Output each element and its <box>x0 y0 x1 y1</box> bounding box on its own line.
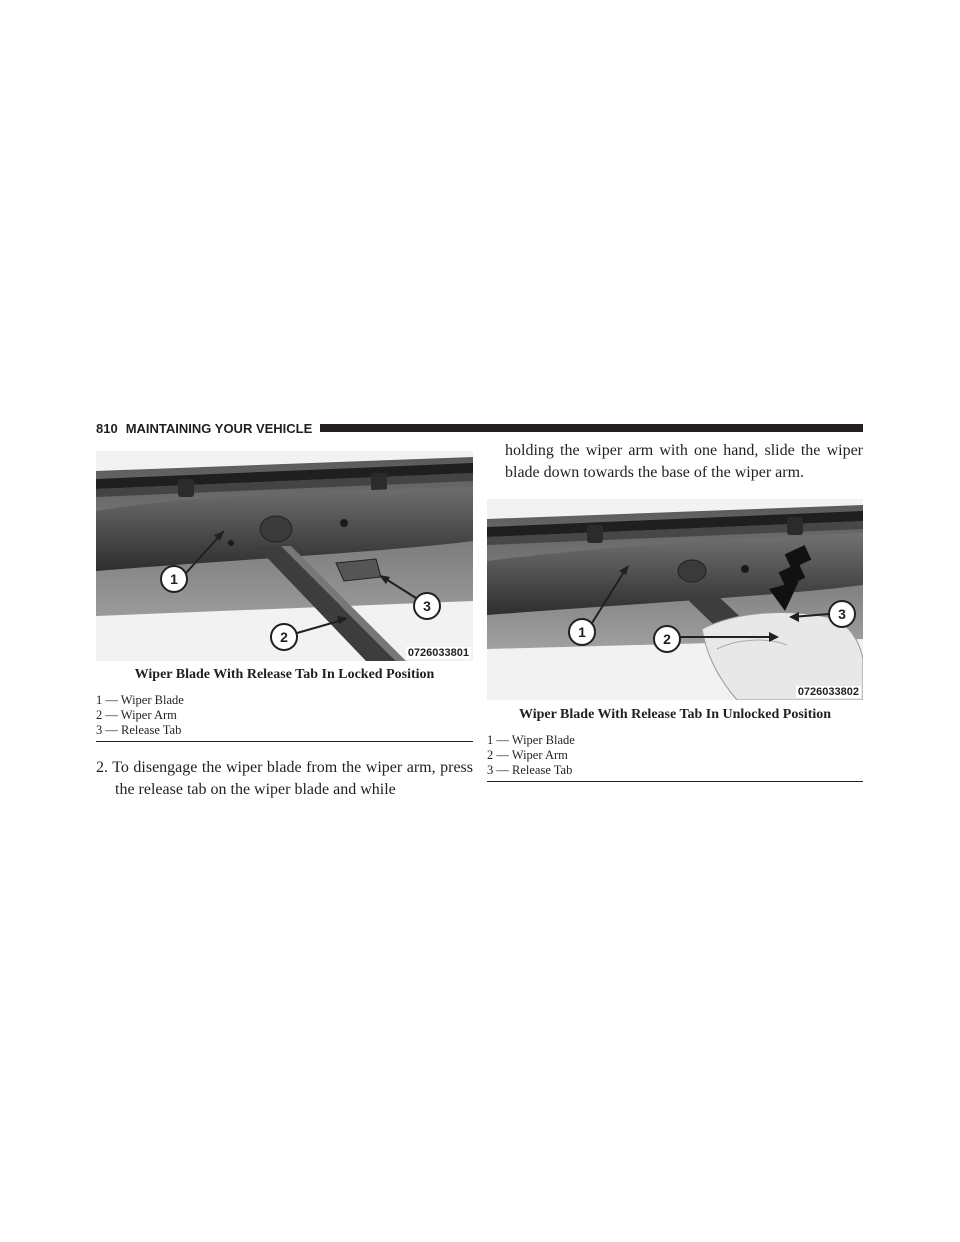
image-code: 0726033801 <box>407 647 469 659</box>
wiper-unlocked-illustration <box>487 499 863 700</box>
legend-item: 3 — Release Tab <box>96 723 182 737</box>
figure-caption: Wiper Blade With Release Tab In Locked Position <box>134 667 435 682</box>
callout-1: 1 <box>170 571 178 587</box>
step-2-text: 2. To disengage the wiper blade from the wiper arm, press the release tab on the wiper blade and while <box>96 759 473 798</box>
page-number: 810 <box>96 420 118 436</box>
legend-item: 1 — Wiper Blade <box>96 693 184 707</box>
legend-divider <box>96 741 473 742</box>
callout-2: 2 <box>280 629 288 645</box>
legend-item: 2 — Wiper Arm <box>96 708 177 722</box>
legend-item: 3 — Release Tab <box>487 763 573 777</box>
legend-item: 1 — Wiper Blade <box>487 733 575 747</box>
figure-legend <box>487 733 575 778</box>
wiper-locked-illustration <box>96 451 473 661</box>
running-header <box>96 420 863 436</box>
figure-right-photo <box>487 499 863 700</box>
legend-item: 2 — Wiper Arm <box>487 748 568 762</box>
figure-legend <box>96 693 184 738</box>
figure-caption: Wiper Blade With Release Tab In Unlocked Position <box>518 707 832 722</box>
section-title: MAINTAINING YOUR VEHICLE <box>125 420 313 436</box>
callout-3: 3 <box>838 606 846 622</box>
callout-3: 3 <box>423 598 431 614</box>
image-code: 0726033802 <box>797 686 859 698</box>
legend-divider <box>487 781 863 782</box>
header-rule <box>320 424 863 432</box>
callout-2: 2 <box>663 631 671 647</box>
figure-left-photo <box>96 451 473 661</box>
step-2-continuation: holding the wiper arm with one hand, slide the wiper blade down towards the base of the wiper arm. <box>505 442 863 481</box>
callout-1: 1 <box>578 624 586 640</box>
